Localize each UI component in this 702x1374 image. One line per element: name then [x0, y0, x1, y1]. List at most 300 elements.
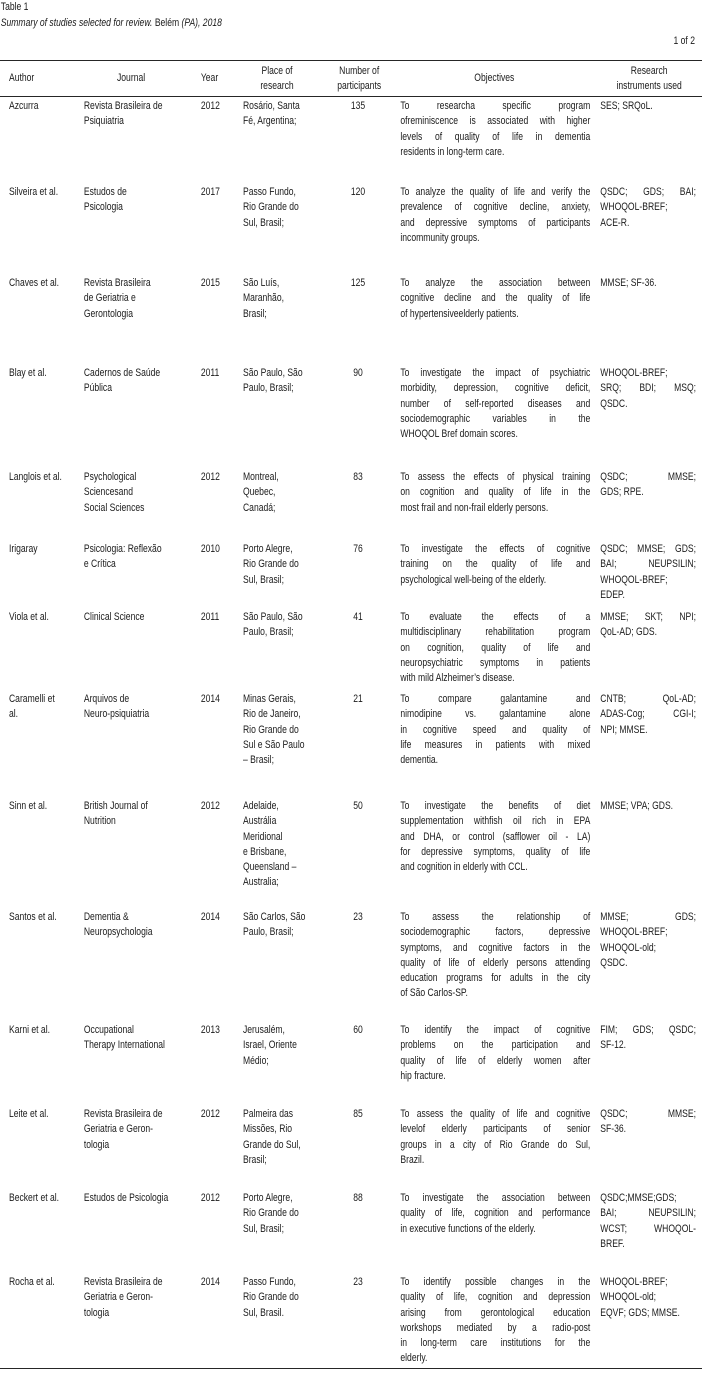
cell-year-line: 2011 [200, 611, 220, 623]
cell-instruments-line: QSDC; GDS; BAI; [600, 186, 697, 198]
cell-year-line: 2012 [200, 1192, 220, 1204]
cell-journal-line: Estudos de Psicologia [83, 1192, 169, 1204]
table-row [0, 908, 702, 1021]
cell-year [199, 540, 241, 608]
cell-year-line: 2011 [200, 367, 220, 379]
cell-objectives-line: and cognition in elderly with CCL. [400, 861, 528, 874]
cell-instruments-line: MMSE; VPA; GDS. [600, 800, 674, 812]
cell-objectives-line: problems on the participation and [400, 1039, 591, 1052]
cell-place-line: Adelaide, [242, 800, 279, 812]
cell-objectives-line: quality of life, cognition and performance [400, 1207, 591, 1220]
cell-objectives [392, 1189, 596, 1273]
cell-objectives-line: of São Carlos-SP. [400, 987, 468, 1000]
header-place [241, 64, 326, 94]
header-year [199, 71, 241, 86]
cell-participants [326, 1021, 392, 1105]
cell-place-line: São Carlos, São [242, 911, 306, 923]
cell-place-line: Sul, Brasil. [242, 1306, 284, 1319]
cell-participants-line: 88 [353, 1192, 363, 1204]
cell-place-line: Paulo, Brasil; [242, 626, 294, 639]
cell-instruments-line: SRQ; BDI; MSQ; [600, 382, 697, 395]
cell-year-line: 2012 [200, 800, 220, 812]
cell-year-line: 2013 [200, 1024, 220, 1036]
cell-place-line: e Brisbane, [242, 845, 287, 858]
cell-author-line: Karni et al. [8, 1024, 50, 1036]
cell-objectives-line: To analyze the quality of life and verify the [400, 186, 591, 198]
cell-objectives-line: To investigate the effects of cognitive [400, 543, 591, 555]
header-journal-label: Journal [116, 72, 146, 84]
cell-instruments-line: QSDC; MMSE; [600, 1108, 697, 1120]
cell-participants [326, 797, 392, 908]
cell-participants [326, 1273, 392, 1368]
table-title [1, 16, 222, 31]
cell-year-line: 2014 [200, 693, 220, 705]
cell-place-line: Paulo, Brasil; [242, 926, 294, 939]
cell-journal-line: Revista Brasileira de [83, 100, 163, 112]
cell-year-line: 2012 [200, 471, 220, 483]
cell-objectives-line: levels of quality of life in dementia [400, 130, 591, 143]
cell-author-line: Chaves et al. [8, 277, 60, 289]
cell-year-line: 2012 [200, 1108, 220, 1120]
table-row [0, 1273, 702, 1368]
cell-place-line: São Luís, [242, 277, 280, 289]
cell-place [241, 1021, 326, 1105]
cell-objectives-line: ofreminiscence is associated with higher [400, 115, 591, 128]
cell-objectives-line: sociodemographic variables in the [400, 412, 591, 425]
header-journal [82, 71, 199, 86]
cell-instruments-line: BAI; NEUPSILIN; [600, 1207, 697, 1220]
table-label: Table 1 [0, 1, 29, 13]
cell-instruments-line: SF-36. [600, 1123, 627, 1136]
cell-objectives-line: prevalence of cognitive decline, anxiety, [400, 201, 591, 214]
cell-place-line: Porto Alegre, [242, 1192, 293, 1204]
cell-participants-line: 125 [350, 277, 366, 289]
cell-objectives [392, 908, 596, 1021]
cell-journal [82, 1189, 199, 1273]
cell-journal-line: Cadernos de Saúde [83, 367, 161, 379]
cell-author-line: Silveira et al. [8, 186, 59, 198]
cell-place-line: Palmeira das [242, 1108, 294, 1120]
cell-author [0, 608, 82, 690]
cell-year [199, 1105, 241, 1189]
cell-journal-line: Psychological [83, 471, 137, 483]
cell-objectives [392, 690, 596, 797]
cell-place-line: Meridional [242, 830, 283, 843]
cell-place-line: Australia; [242, 876, 279, 889]
cell-place-line: São Paulo, São [242, 611, 303, 623]
cell-objectives-line: education programs for adults in the city [400, 972, 591, 985]
cell-instruments-line: QSDC. [600, 397, 628, 410]
cell-instruments [596, 274, 702, 364]
cell-instruments-line: GDS; RPE. [600, 486, 644, 499]
table-row [0, 364, 702, 468]
cell-author [0, 908, 82, 1021]
table-row [0, 1021, 702, 1105]
cell-instruments-line: SF-12. [600, 1039, 627, 1052]
cell-place-line: Passo Fundo, [242, 1276, 296, 1288]
cell-journal [82, 540, 199, 608]
cell-participants-line: 60 [353, 1024, 363, 1036]
cell-journal-line: Revista Brasileira de [83, 1276, 163, 1288]
cell-year-line: 2012 [200, 100, 220, 112]
cell-objectives-line: To analyze the association between [400, 277, 591, 289]
cell-instruments-line: WHOQOL-BREF; [600, 201, 668, 214]
cell-journal-line: Therapy International [83, 1039, 165, 1052]
cell-objectives-line: To identify possible changes in the [400, 1276, 591, 1288]
cell-instruments-line: BAI; NEUPSILIN; [600, 558, 697, 571]
cell-objectives-line: in executive functions of the elderly. [400, 1222, 536, 1235]
cell-place [241, 364, 326, 468]
header-instruments [596, 64, 702, 94]
cell-place-line: Queensland – [242, 861, 297, 874]
cell-instruments-line: WHOQOL-old; [600, 1291, 657, 1304]
cell-journal [82, 97, 199, 183]
cell-place-line: Brasil; [242, 1153, 267, 1166]
cell-place-line: Rio Grande do [242, 723, 299, 736]
cell-place [241, 468, 326, 540]
cell-objectives-line: for depressive symptoms, quality of life [400, 845, 591, 858]
cell-objectives-line: symptoms, and cognitive factors in the [400, 941, 591, 954]
cell-instruments-line: WCST; WHOQOL- [600, 1222, 697, 1235]
cell-author [0, 183, 82, 274]
cell-instruments [596, 908, 702, 1021]
cell-participants-line: 120 [350, 186, 366, 198]
cell-objectives-line: To assess the effects of physical training [400, 471, 591, 483]
cell-author-line: al. [8, 708, 19, 721]
cell-place-line: Montreal, [242, 471, 279, 483]
cell-author-line: Caramelli et [8, 693, 55, 705]
cell-journal [82, 608, 199, 690]
cell-participants [326, 468, 392, 540]
cell-year [199, 274, 241, 364]
cell-instruments-line: QSDC; MMSE; [600, 471, 697, 483]
cell-journal [82, 797, 199, 908]
cell-instruments [596, 608, 702, 690]
header-author-label: Author [8, 72, 35, 84]
cell-objectives-line: To investigate the association between [400, 1192, 591, 1204]
cell-year-line: 2010 [200, 543, 220, 555]
cell-objectives-line: To assess the relationship of [400, 911, 591, 923]
table-row [0, 183, 702, 274]
table-header [0, 61, 702, 96]
cell-journal-line: British Journal of [83, 800, 148, 812]
cell-journal [82, 183, 199, 274]
cell-place [241, 274, 326, 364]
cell-objectives [392, 540, 596, 608]
table-row [0, 797, 702, 908]
cell-place-line: Rio Grande do [242, 201, 299, 214]
cell-instruments [596, 468, 702, 540]
header-instruments-label-line1: Research [630, 64, 668, 77]
cell-author-line: Santos et al. [8, 911, 57, 923]
cell-place [241, 1273, 326, 1368]
cell-journal-line: Psicologia [83, 201, 123, 214]
cell-participants [326, 908, 392, 1021]
cell-journal-line: Clinical Science [83, 611, 145, 623]
cell-instruments [596, 797, 702, 908]
table-title-place: Belém [152, 17, 182, 29]
cell-objectives-line: incommunity groups. [400, 231, 480, 244]
cell-author [0, 797, 82, 908]
cell-objectives [392, 274, 596, 364]
cell-place [241, 797, 326, 908]
cell-author-line: Rocha et al. [8, 1276, 55, 1288]
cell-objectives-line: sociodemographic factors, depressive [400, 926, 591, 939]
cell-instruments-line: QSDC;MMSE;GDS; [600, 1192, 677, 1204]
cell-objectives-line: life measures in patients with mixed [400, 738, 591, 751]
cell-participants-line: 41 [353, 611, 363, 623]
cell-journal-line: tologia [83, 1138, 110, 1151]
cell-instruments-line: NPI; MMSE. [600, 723, 648, 736]
header-participants-label-line2: participants [337, 79, 382, 92]
cell-participants-line: 85 [353, 1108, 363, 1120]
cell-place-line: Rio Grande do [242, 1291, 299, 1304]
cell-instruments-line: SES; SRQoL. [600, 100, 653, 112]
cell-instruments [596, 1273, 702, 1368]
cell-author [0, 1273, 82, 1368]
cell-instruments-line: MMSE; SKT; NPI; [600, 611, 697, 623]
cell-objectives-line: nimodipine vs. galantamine alone [400, 708, 591, 721]
cell-objectives-line: neuropsychiatric symptoms in patients [400, 656, 591, 669]
cell-author-line: Leite et al. [8, 1108, 49, 1120]
cell-place [241, 1105, 326, 1189]
cell-objectives-line: in long-term care institutions for the [400, 1337, 591, 1350]
cell-year-line: 2014 [200, 1276, 220, 1288]
cell-place-line: Paulo, Brasil; [242, 382, 294, 395]
cell-objectives-line: multidisciplinary rehabilitation program [400, 626, 591, 639]
cell-journal-line: Neuropsychologia [83, 926, 153, 939]
table-title-main: Summary of studies selected for review. [0, 17, 153, 29]
cell-objectives-line: on cognition and quality of life in the [400, 486, 591, 499]
cell-objectives-line: To identify the impact of cognitive [400, 1024, 591, 1036]
cell-objectives-line: residents in long-term care. [400, 145, 505, 158]
cell-place-line: Minas Gerais, [242, 693, 296, 705]
cell-journal-line: Estudos de [83, 186, 127, 198]
cell-year-line: 2014 [200, 911, 220, 923]
cell-author-line: Viola et al. [8, 611, 49, 623]
cell-place [241, 1189, 326, 1273]
cell-place-line: Brasil; [242, 307, 267, 320]
cell-year [199, 1021, 241, 1105]
cell-author [0, 468, 82, 540]
cell-journal-line: Occupational [83, 1024, 134, 1036]
cell-objectives-line: supplementation withfish oil rich in EPA [400, 815, 591, 828]
cell-place-line: Sul, Brasil; [242, 216, 284, 229]
cell-author [0, 690, 82, 797]
header-participants [326, 64, 392, 94]
cell-instruments-line: QoL-AD; GDS. [600, 626, 658, 639]
cell-instruments-line: EQVF; GDS; MMSE. [600, 1306, 680, 1319]
cell-objectives [392, 1273, 596, 1368]
cell-objectives-line: cognitive decline and the quality of life [400, 292, 591, 305]
cell-objectives-line: arising from gerontological education [400, 1306, 591, 1319]
cell-objectives-line: elderly. [400, 1352, 428, 1365]
cell-place-line: Rio de Janeiro, [242, 708, 301, 721]
cell-objectives [392, 1105, 596, 1189]
cell-journal-line: Neuro-psiquiatria [83, 708, 150, 721]
header-objectives [392, 71, 596, 86]
cell-journal-line: Social Sciences [83, 501, 145, 514]
cell-author-line: Beckert et al. [8, 1192, 60, 1204]
cell-journal-line: Psicologia: Reflexão [83, 543, 162, 555]
cell-year [199, 608, 241, 690]
cell-instruments-line: MMSE; GDS; [600, 911, 697, 923]
cell-instruments-line: WHOQOL-BREF; [600, 367, 668, 379]
cell-objectives-line: psychological well-being of the elderly. [400, 573, 547, 586]
cell-instruments-line: FIM; GDS; QSDC; [600, 1024, 697, 1036]
cell-place-line: Austrália [242, 815, 277, 828]
cell-place-line: São Paulo, São [242, 367, 303, 379]
cell-instruments-line: EDEP. [600, 588, 625, 601]
cell-journal-line: tologia [83, 1306, 110, 1319]
cell-author [0, 97, 82, 183]
cell-place-line: Maranhão, [242, 292, 284, 305]
table-row [0, 1105, 702, 1189]
cell-instruments-line: WHOQOL-BREF; [600, 926, 668, 939]
cell-place-line: Canadá; [242, 501, 276, 514]
cell-place [241, 608, 326, 690]
cell-objectives-line: most frail and non-frail elderly persons. [400, 501, 549, 514]
table-title-year: (PA), 2018 [181, 17, 222, 29]
cell-objectives-line: and depressive symptoms of participants [400, 216, 591, 229]
bottom-rule [0, 1368, 702, 1369]
table-row [0, 608, 702, 690]
cell-year [199, 908, 241, 1021]
cell-author [0, 274, 82, 364]
cell-instruments-line: QSDC. [600, 956, 628, 969]
cell-place [241, 97, 326, 183]
cell-objectives-line: dementia. [400, 754, 439, 767]
cell-journal [82, 1021, 199, 1105]
cell-instruments-line: WHOQOL-old; [600, 941, 657, 954]
cell-year [199, 1189, 241, 1273]
table-row [0, 1189, 702, 1273]
cell-journal [82, 1105, 199, 1189]
cell-objectives-line: quality of life, cognition and depression [400, 1291, 591, 1304]
cell-participants [326, 608, 392, 690]
cell-place-line: Sul, Brasil; [242, 573, 284, 586]
cell-author-line: Langlois et al. [8, 471, 62, 483]
cell-journal [82, 364, 199, 468]
cell-instruments-line: MMSE; SF-36. [600, 277, 657, 289]
cell-objectives-line: training on the quality of life and [400, 558, 591, 571]
cell-year [199, 468, 241, 540]
cell-instruments-line: WHOQOL-BREF; [600, 1276, 668, 1288]
cell-journal-line: Gerontologia [83, 307, 133, 320]
cell-author-line: Blay et al. [8, 367, 47, 379]
cell-place-line: Quebec, [242, 486, 276, 499]
cell-participants-line: 23 [353, 911, 363, 923]
cell-objectives-line: To evaluate the effects of a [400, 611, 591, 623]
cell-objectives [392, 97, 596, 183]
cell-author-line: Irigaray [8, 543, 38, 555]
cell-objectives-line: quality of life of elderly women after [400, 1054, 591, 1067]
header-place-label-line1: Place of [261, 64, 293, 77]
cell-objectives-line: levelof elderly participants of senior [400, 1123, 591, 1136]
cell-place [241, 908, 326, 1021]
cell-participants [326, 183, 392, 274]
cell-author-line: Azcurra [8, 100, 39, 112]
cell-participants-line: 83 [353, 471, 363, 483]
cell-participants-line: 21 [353, 693, 363, 705]
cell-objectives-line: in cognitive speed and quality of [400, 723, 591, 736]
cell-journal-line: Dementia & [83, 911, 129, 923]
cell-objectives-line: of hypertensiveelderly patients. [400, 307, 519, 320]
page-indicator: 1 of 2 [673, 35, 695, 47]
cell-instruments [596, 97, 702, 183]
header-year-label: Year [200, 72, 219, 84]
cell-instruments [596, 1105, 702, 1189]
cell-objectives-line: quality of life of elderly persons attending [400, 956, 591, 969]
cell-instruments [596, 690, 702, 797]
cell-objectives [392, 468, 596, 540]
cell-journal-line: Revista Brasileira de [83, 1108, 163, 1120]
cell-place-line: Sul, Brasil; [242, 1222, 284, 1235]
cell-year [199, 364, 241, 468]
table-row [0, 540, 702, 608]
header-objectives-label: Objectives [474, 72, 515, 84]
cell-year [199, 183, 241, 274]
table-row [0, 274, 702, 364]
cell-objectives [392, 183, 596, 274]
cell-participants-line: 90 [353, 367, 363, 379]
cell-place-line: Rosário, Santa [242, 100, 300, 112]
cell-instruments [596, 1189, 702, 1273]
cell-journal [82, 1273, 199, 1368]
cell-journal-line: Pública [83, 382, 112, 395]
cell-place-line: Missões, Rio [242, 1123, 293, 1136]
cell-journal-line: Psiquiatria [83, 115, 124, 128]
cell-author [0, 1021, 82, 1105]
cell-instruments [596, 364, 702, 468]
cell-participants [326, 97, 392, 183]
cell-participants [326, 274, 392, 364]
cell-objectives-line: morbidity, depression, cognitive deficit, [400, 382, 591, 395]
cell-objectives-line: Brazil. [400, 1153, 425, 1166]
cell-journal-line: Geriatria e Geron- [83, 1123, 154, 1136]
cell-journal-line: de Geriatria e [83, 292, 136, 305]
cell-place-line: Passo Fundo, [242, 186, 296, 198]
cell-author-line: Sinn et al. [8, 800, 48, 812]
cell-journal-line: Nutrition [83, 815, 116, 828]
cell-instruments-line: BREF. [600, 1237, 625, 1250]
header-instruments-label-line2: instruments used [616, 79, 682, 92]
cell-instruments [596, 183, 702, 274]
table-row [0, 468, 702, 540]
cell-instruments [596, 540, 702, 608]
cell-place-line: Sul e São Paulo [242, 738, 305, 751]
cell-objectives [392, 608, 596, 690]
cell-author [0, 1105, 82, 1189]
cell-author [0, 1189, 82, 1273]
cell-objectives-line: on cognition, quality of life and [400, 641, 591, 654]
cell-objectives [392, 364, 596, 468]
cell-journal-line: Arquivos de [83, 693, 130, 705]
cell-author [0, 540, 82, 608]
cell-objectives-line: To compare galantamine and [400, 693, 591, 705]
cell-objectives-line: groups in a city of Rio Grande do Sul, [400, 1138, 591, 1151]
cell-objectives-line: To investigate the benefits of diet [400, 800, 591, 812]
header-author [0, 71, 82, 86]
cell-objectives-line: hip fracture. [400, 1069, 446, 1082]
header-place-label-line2: research [260, 79, 294, 92]
cell-place-line: Jerusalém, [242, 1024, 285, 1036]
cell-place-line: Grande do Sul, [242, 1138, 301, 1151]
cell-year-line: 2017 [200, 186, 220, 198]
cell-place [241, 690, 326, 797]
cell-participants-line: 50 [353, 800, 363, 812]
cell-place-line: – Brasil; [242, 754, 274, 767]
